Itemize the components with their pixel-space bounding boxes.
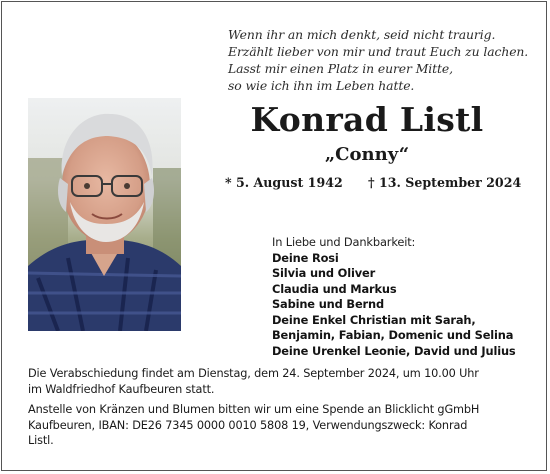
poem-line: Lasst mir einen Platz in eurer Mitte,	[228, 61, 453, 76]
family-member: Silvia und Oliver	[272, 266, 376, 280]
donation-info	[28, 402, 528, 449]
service-line: im Waldfriedhof Kaufbeuren statt.	[28, 382, 215, 396]
deceased-name: Konrad Listl	[250, 100, 484, 139]
memorial-poem	[228, 26, 528, 94]
death-date: † 13. September 2024	[368, 175, 522, 190]
family-member: Claudia und Markus	[272, 281, 397, 296]
family-member: Sabine und Bernd	[272, 297, 384, 311]
family-list	[272, 235, 542, 359]
poem-line: Erzählt lieber von mir und traut Euch zu lachen.	[228, 44, 529, 59]
deceased-nickname: „Conny“	[324, 144, 410, 165]
poem-line: so wie ich ihn im Leben hatte.	[228, 78, 415, 93]
service-info	[28, 366, 528, 397]
poem-line: Wenn ihr an mich denkt, seid nicht traurig.	[228, 27, 496, 42]
family-member: Deine Urenkel Leonie, David und Julius	[272, 343, 516, 358]
birth-date: * 5. August 1942	[225, 175, 343, 190]
donation-line: Kaufbeuren, IBAN: DE26 7345 0000 0010 5808 19, Verwendungszweck: Konrad	[28, 418, 468, 432]
portrait-photo	[28, 98, 181, 331]
service-line: Die Verabschiedung findet am Dienstag, dem 24. September 2024, um 10.00 Uhr	[28, 367, 479, 380]
donation-line: Listl.	[28, 434, 54, 447]
family-member: Deine Rosi	[272, 250, 339, 265]
family-member: Deine Enkel Christian mit Sarah,	[272, 312, 476, 327]
family-member: Benjamin, Fabian, Domenic und Selina	[272, 328, 514, 342]
donation-line: Anstelle von Kränzen und Blumen bitten wir um eine Spende an Blicklicht gGmbH	[28, 403, 480, 416]
family-intro: In Liebe und Dankbarkeit:	[272, 235, 416, 249]
